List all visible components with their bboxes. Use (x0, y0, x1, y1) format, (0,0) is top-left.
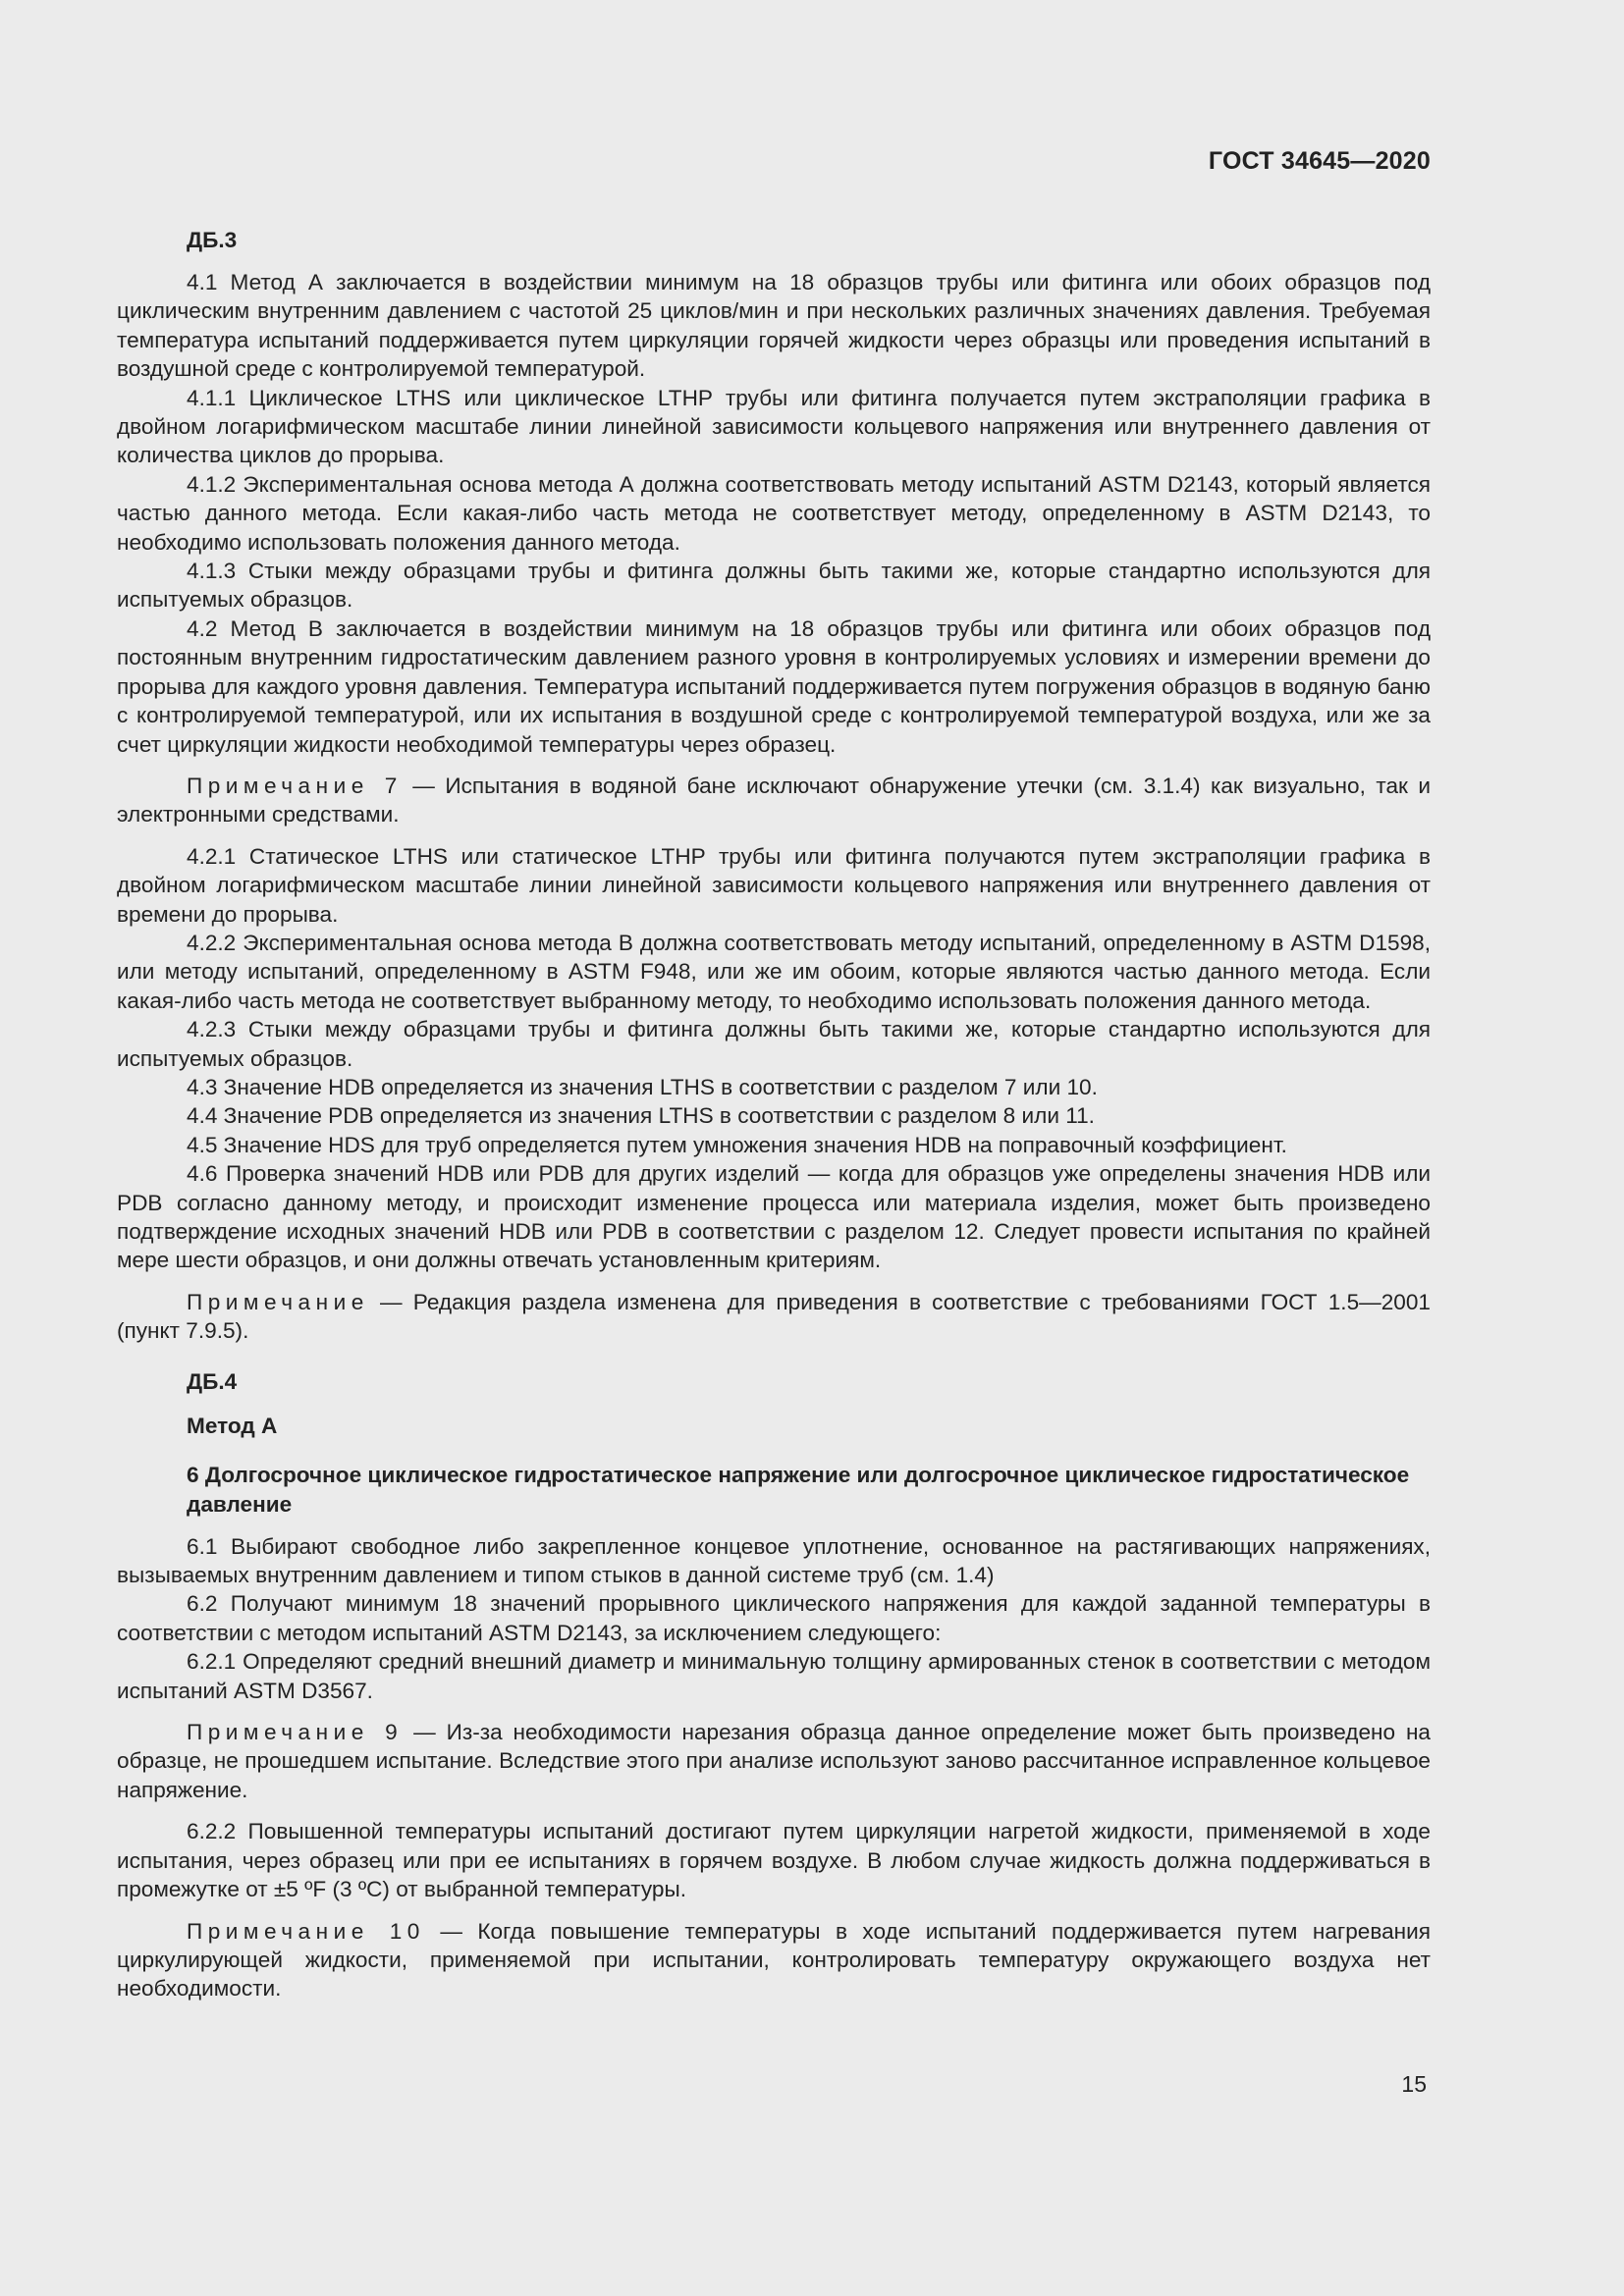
document-body (117, 226, 1431, 2003)
paragraph-4-3: 4.3 Значение HDB определяется из значения LTHS в соответствии с разделом 7 или 10. (187, 1074, 1098, 1099)
note-editorial-text: — Редакция раздела изменена для приведения в соответствие с требованиями ГОСТ 1.5—2001 (пункт 7.9.5). (117, 1289, 1431, 1344)
paragraph-4-2-2: 4.2.2 Экспериментальная основа метода В должна соответствовать методу испытаний, определенному в ASTM D1598, или методу испытаний, определенному в ASTM F948, или же им обоим, которые являются частью данного метода. Если какая-либо часть метода не соответствует выбранному методу, то необходимо использовать положения данного метода. (117, 930, 1431, 1013)
paragraph-4-2-1: 4.2.1 Статическое LTHS или статическое LTHP трубы или фитинга получаются путем экстраполяции графика в двойном логарифмическом масштабе линии линейной зависимости кольцевого напряжения или внутреннего давления от времени до прорыва. (117, 843, 1431, 927)
note-9-text: — Из-за необходимости нарезания образца данное определение может быть произведено на образце, не прошедшем испытание. Вследствие этого при анализе используют заново рассчитанное исправленное кольцевое напряжение. (117, 1720, 1431, 1802)
note-7-label: Примечание 7 (187, 773, 403, 798)
note-7-text: — Испытания в водяной бане исключают обнаружение утечки (см. 3.1.4) как визуально, так и электронными средствами. (117, 773, 1431, 828)
paragraph-6-2-2: 6.2.2 Повышенной температуры испытаний достигают путем циркуляции нагретой жидкости, применяемой в ходе испытания, через образец или при ее испытаниях в горячем воздухе. В любом случае жидкость должна поддерживаться в промежутке от ±5 ºF (3 ºС) от выбранной температуры. (117, 1819, 1431, 1902)
paragraph-4-1-2: 4.1.2 Экспериментальная основа метода А должна соответствовать методу испытаний ASTM D2143, который является частью данного метода. Если какая-либо часть метода не соответствует методу, определенному в ASTM D2143, то необходимо использовать положения данного метода. (117, 471, 1431, 555)
note-editorial (117, 1288, 1431, 1346)
paragraph-4-1-1: 4.1.1 Циклическое LTHS или циклическое LTHP трубы или фитинга получается путем экстраполяции графика в двойном логарифмическом масштабе линии линейной зависимости кольцевого напряжения или внутреннего давления от количества циклов до прорыва. (117, 385, 1431, 468)
section-title-db3: ДБ.3 (187, 228, 238, 252)
paragraph-4-5: 4.5 Значение HDS для труб определяется путем умножения значения HDB на поправочный коэффициент. (187, 1132, 1287, 1157)
note-editorial-label: Примечание (187, 1289, 369, 1314)
document-code: ГОСТ 34645—2020 (1208, 147, 1431, 175)
paragraph-4-6: 4.6 Проверка значений HDB или PDB для других изделий — когда для образцов уже определены значения HDB или PDB согласно данному методу, и происходит изменение процесса или материала изделия, может быть произведено подтверждение исходных значений HDB или PDB в соответствии с разделом 12. Следует провести испытания по крайней мере шести образцов, и они должны отвечать установленным критериям. (117, 1161, 1431, 1273)
paragraph-6-2-1: 6.2.1 Определяют средний внешний диаметр и минимальную толщину армированных стенок в соответствии с методом испытаний ASTM D3567. (117, 1649, 1431, 1703)
note-10-text: — Когда повышение температуры в ходе испытаний поддерживается путем нагревания циркулирующей жидкости, применяемой при испытании, контролировать температуру окружающего воздуха нет необходимости. (117, 1918, 1431, 2002)
note-10 (117, 1917, 1431, 2003)
note-9-label: Примечание 9 (187, 1720, 404, 1745)
paragraph-4-2: 4.2 Метод В заключается в воздействии минимум на 18 образцов трубы или фитинга или обоих образцов под постоянным внутренним гидростатическим давлением разного уровня в контролируемых условиях и измерении времени до прорыва для каждого уровня давления. Температура испытаний поддерживается путем погружения образцов в водяную баню с контролируемой температурой, или их испытания в воздушной среде с контролируемой температурой воздуха, или же за счет циркуляции жидкости необходимой температуры через образец. (117, 615, 1431, 757)
note-10-label: Примечание 10 (187, 1918, 425, 1944)
paragraph-4-1-3: 4.1.3 Стыки между образцами трубы и фитинга должны быть такими же, которые стандартно используются для испытуемых образцов. (117, 559, 1431, 613)
section-6-heading: 6 Долгосрочное циклическое гидростатическое напряжение или долгосрочное циклическое гидростатическое давление (187, 1462, 1410, 1517)
paragraph-4-4: 4.4 Значение PDB определяется из значения LTHS в соответствии с разделом 8 или 11. (187, 1103, 1095, 1129)
paragraph-4-2-3: 4.2.3 Стыки между образцами трубы и фитинга должны быть такими же, которые стандартно используются для испытуемых образцов. (117, 1017, 1431, 1071)
section-title-db4: ДБ.4 (187, 1368, 238, 1394)
paragraph-6-1: 6.1 Выбирают свободное либо закрепленное концевое уплотнение, основанное на растягивающих напряжениях, вызываемых внутренним давлением и типом стыков в данной системе труб (см. 1.4) (117, 1533, 1431, 1588)
note-9 (117, 1718, 1431, 1804)
paragraph-6-2: 6.2 Получают минимум 18 значений прорывного циклического напряжения для каждой заданной температуры в соответствии с методом испытаний ASTM D2143, за исключением следующего: (117, 1591, 1431, 1645)
note-7 (117, 772, 1431, 829)
paragraph-4-1: 4.1 Метод А заключается в воздействии минимум на 18 образцов трубы или фитинга или обоих образцов под циклическим внутренним давлением с частотой 25 циклов/мин и при нескольких различных значениях давления. Требуемая температура испытаний поддерживается путем циркуляции горячей жидкости через образцы или проведения испытаний в воздушной среде с контролируемой температурой. (117, 270, 1431, 382)
page-number: 15 (1401, 2071, 1427, 2097)
method-a-heading: Метод А (187, 1413, 278, 1438)
